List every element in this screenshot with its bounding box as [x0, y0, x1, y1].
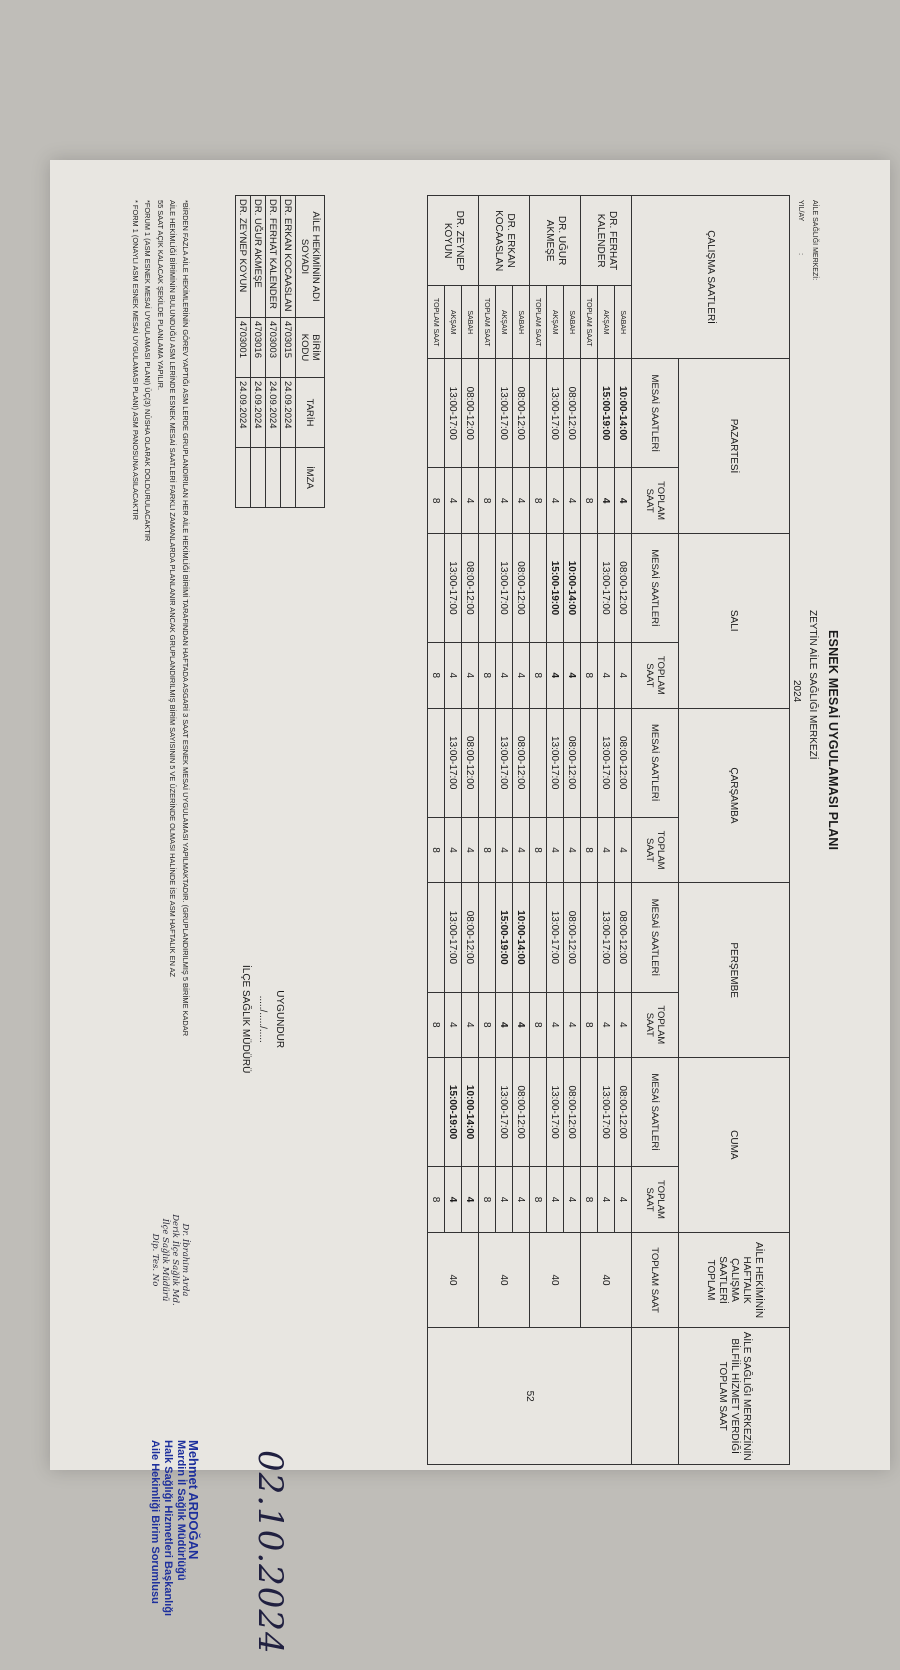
toplam-cell: 4	[547, 468, 564, 534]
year-month-colon: :	[797, 253, 804, 256]
mesai-cell: 10:00-14:00	[615, 359, 632, 468]
calisma-saatleri-header: ÇALIŞMA SAATLERİ	[632, 196, 790, 359]
doctor-name: DR. UĞUR AKMEŞE	[530, 196, 581, 286]
toplam-saat-header-3: TOPLAM SAAT	[632, 992, 679, 1058]
province-stamp-line2: Mardin İl Sağlık Müdürlüğü	[175, 1440, 187, 1581]
note-line: AİLE HEKİMLİĞİ BİRİMİNİN BULUNDUĞU ASM LERİNDE ESNEK MESAİ SAATLERİ FARKLI ZAMANLARDA PLANLANIR ANCAK GRUPLANDIRILMIŞ BİRİM SAYISININ 5 VE ÜZERİNDE OLMASI HALİNDE İSE ASM HAFTALIK EN AZ	[168, 200, 178, 978]
toplam-cell: 4	[462, 817, 479, 883]
mesai-cell: 13:00-17:00	[496, 708, 513, 817]
day-total-cell: 8	[581, 643, 598, 709]
signature-row	[266, 196, 281, 508]
day-total-cell: 8	[530, 992, 547, 1058]
asm-label-text: AİLE SAĞLIĞI MERKEZİ:	[811, 200, 818, 281]
toplam-cell: 4	[615, 468, 632, 534]
signature-table	[235, 195, 325, 508]
signature-row	[251, 196, 266, 508]
mesai-cell: 13:00-17:00	[496, 359, 513, 468]
total-label: TOPLAM SAAT	[530, 286, 547, 359]
toplam-cell: 4	[547, 817, 564, 883]
doctor-weekly-total: 40	[581, 1232, 632, 1328]
signature-unit-code: 4703001	[236, 318, 251, 378]
period-label: SABAH	[615, 286, 632, 359]
total-empty-cell	[479, 708, 496, 817]
mesai-cell: 08:00-12:00	[615, 883, 632, 992]
doctor-name: DR. FERHAT KALENDER	[581, 196, 632, 286]
document-title: ESNEK MESAİ UYGULAMASI PLANI	[826, 630, 840, 851]
schedule-row	[513, 196, 530, 1465]
total-empty-cell	[581, 533, 598, 642]
period-label: AKŞAM	[445, 286, 462, 359]
note-line: 55 SAAT AÇIK KALACAK ŞEKİLDE PLANLAMA YAPILIR.	[156, 200, 165, 391]
toplam-cell: 4	[547, 643, 564, 709]
toplam-cell: 4	[496, 468, 513, 534]
mesai-saatleri-header-4: MESAİ SAATLERİ	[632, 1058, 679, 1167]
total-empty-cell	[479, 533, 496, 642]
day-total-cell: 8	[479, 468, 496, 534]
province-stamp-line1: Mehmet ARDOĞAN	[186, 1440, 201, 1560]
total-label: TOPLAM SAAT	[428, 286, 445, 359]
approval-date-placeholder: ...../...../.....	[257, 995, 268, 1043]
signature-unit-code: 4703003	[266, 318, 281, 378]
mesai-cell: 13:00-17:00	[598, 1058, 615, 1167]
doctor-weekly-total: 40	[479, 1232, 530, 1328]
toplam-saat-header-2: TOPLAM SAAT	[632, 817, 679, 883]
mesai-cell: 13:00-17:00	[445, 533, 462, 642]
signature-cell	[266, 448, 281, 508]
district-stamp-line3: İlçe Sağlık Müdürü	[160, 1218, 170, 1302]
total-label: TOPLAM SAAT	[479, 286, 496, 359]
plan-year: 2024	[791, 680, 802, 703]
toplam-cell: 4	[462, 468, 479, 534]
toplam-saat-header-4: TOPLAM SAAT	[632, 1167, 679, 1233]
day-total-cell: 8	[530, 468, 547, 534]
mesai-cell: 13:00-17:00	[445, 359, 462, 468]
toplam-cell: 4	[615, 1167, 632, 1233]
mesai-cell: 13:00-17:00	[547, 1058, 564, 1167]
signature-date: 24.09.2024	[281, 378, 296, 448]
approval-uygundur: UYGUNDUR	[274, 990, 285, 1049]
toplam-cell: 4	[547, 1167, 564, 1233]
mesai-cell: 13:00-17:00	[547, 708, 564, 817]
signature-header-1: BİRİM KODU	[296, 318, 325, 378]
total-empty-cell	[530, 708, 547, 817]
signature-header-3: İMZA	[296, 448, 325, 508]
mesai-cell: 08:00-12:00	[564, 1058, 581, 1167]
asm-total-subheader	[632, 1328, 679, 1465]
mesai-cell: 08:00-12:00	[615, 1058, 632, 1167]
toplam-cell: 4	[513, 817, 530, 883]
total-empty-cell	[581, 1058, 598, 1167]
total-empty-cell	[479, 883, 496, 992]
mesai-cell: 13:00-17:00	[598, 883, 615, 992]
mesai-cell: 08:00-12:00	[462, 883, 479, 992]
toplam-cell: 4	[598, 468, 615, 534]
mesai-cell: 08:00-12:00	[513, 359, 530, 468]
mesai-cell: 13:00-17:00	[547, 883, 564, 992]
year-month-label	[797, 200, 804, 255]
mesai-cell: 08:00-12:00	[513, 708, 530, 817]
day-total-cell: 8	[581, 468, 598, 534]
doctor-weekly-total: 40	[428, 1232, 479, 1328]
toplam-cell: 4	[564, 1167, 581, 1233]
signature-doctor-name: DR. FERHAT KALENDER	[266, 196, 281, 318]
day-header-1: SALI	[679, 533, 790, 708]
day-header-0: PAZARTESİ	[679, 359, 790, 534]
toplam-cell: 4	[564, 992, 581, 1058]
mesai-cell: 10:00-14:00	[564, 533, 581, 642]
toplam-cell: 4	[598, 1167, 615, 1233]
signature-cell	[236, 448, 251, 508]
toplam-cell: 4	[513, 643, 530, 709]
day-total-cell: 8	[428, 468, 445, 534]
toplam-cell: 4	[564, 468, 581, 534]
province-stamp	[148, 1440, 200, 1670]
district-stamp-line2: Derik İlçe Sağlık Md.	[170, 1214, 180, 1306]
mesai-cell: 13:00-17:00	[445, 708, 462, 817]
district-stamp	[150, 1190, 190, 1330]
signature-unit-code: 4703016	[251, 318, 266, 378]
mesai-cell: 10:00-14:00	[462, 1058, 479, 1167]
weekly-total-subheader: TOPLAM SAAT	[632, 1232, 679, 1328]
doctor-name: DR. ERKAN KOCAASLAN	[479, 196, 530, 286]
note-line: * FORM 1 (ONAYLI ASM ESNEK MESAİ UYGULAMASI PLANI) ASM PANOSUNA ASILACAKTIR	[131, 200, 140, 521]
day-header-2: ÇARŞAMBA	[679, 708, 790, 883]
day-total-cell: 8	[428, 992, 445, 1058]
total-empty-cell	[428, 1058, 445, 1167]
total-empty-cell	[479, 359, 496, 468]
mesai-cell: 15:00-19:00	[496, 883, 513, 992]
signature-date: 24.09.2024	[236, 378, 251, 448]
signature-cell	[281, 448, 296, 508]
toplam-cell: 4	[513, 1167, 530, 1233]
total-empty-cell	[581, 359, 598, 468]
period-label: SABAH	[513, 286, 530, 359]
mesai-cell: 08:00-12:00	[462, 359, 479, 468]
year-month-label-text: YIL/AY	[797, 200, 804, 222]
approval-block	[234, 965, 285, 1073]
toplam-cell: 4	[445, 1167, 462, 1233]
toplam-saat-header-1: TOPLAM SAAT	[632, 643, 679, 709]
toplam-cell: 4	[564, 643, 581, 709]
mesai-cell: 15:00-19:00	[547, 533, 564, 642]
province-stamp-line3: Halk Sağlığı Hizmetleri Başkanlığı	[162, 1440, 174, 1617]
total-empty-cell	[428, 359, 445, 468]
signature-date: 24.09.2024	[251, 378, 266, 448]
asm-total-value: 52	[428, 1328, 632, 1465]
day-header-3: PERŞEMBE	[679, 883, 790, 1058]
day-total-cell: 8	[530, 817, 547, 883]
total-empty-cell	[581, 883, 598, 992]
toplam-cell: 4	[513, 468, 530, 534]
weekly-total-header: AİLE HEKİMİNİN HAFTALIK ÇALIŞMA SAATLERİ TOPLAM	[679, 1232, 790, 1328]
mesai-cell: 13:00-17:00	[445, 883, 462, 992]
day-total-cell: 8	[530, 1167, 547, 1233]
mesai-cell: 08:00-12:00	[564, 359, 581, 468]
mesai-cell: 08:00-12:00	[615, 533, 632, 642]
period-label: AKŞAM	[598, 286, 615, 359]
asm-total-header: AİLE SAĞLIĞI MERKEZİNİN BİLFİİL HİZMET VERDİĞİ TOPLAM SAAT	[679, 1328, 790, 1465]
mesai-cell: 13:00-17:00	[496, 1058, 513, 1167]
toplam-cell: 4	[564, 817, 581, 883]
toplam-cell: 4	[496, 992, 513, 1058]
signature-unit-code: 4703015	[281, 318, 296, 378]
total-empty-cell	[530, 533, 547, 642]
mesai-saatleri-header-1: MESAİ SAATLERİ	[632, 533, 679, 642]
period-label: AKŞAM	[547, 286, 564, 359]
toplam-saat-header-0: TOPLAM SAAT	[632, 468, 679, 534]
toplam-cell: 4	[462, 992, 479, 1058]
mesai-cell: 15:00-19:00	[445, 1058, 462, 1167]
doctor-name: DR. ZEYNEP KOYUN	[428, 196, 479, 286]
total-empty-cell	[530, 883, 547, 992]
day-total-cell: 8	[428, 1167, 445, 1233]
toplam-cell: 4	[445, 992, 462, 1058]
day-total-cell: 8	[479, 643, 496, 709]
mesai-cell: 13:00-17:00	[547, 359, 564, 468]
mesai-saatleri-header-3: MESAİ SAATLERİ	[632, 883, 679, 992]
day-header-4: CUMA	[679, 1058, 790, 1233]
mesai-cell: 15:00-19:00	[598, 359, 615, 468]
total-empty-cell	[428, 708, 445, 817]
toplam-cell: 4	[547, 992, 564, 1058]
day-total-cell: 8	[479, 1167, 496, 1233]
mesai-cell: 08:00-12:00	[513, 533, 530, 642]
signature-cell	[251, 448, 266, 508]
mesai-cell: 13:00-17:00	[598, 708, 615, 817]
province-stamp-line4: Aile Hekimliği Birim Sorumlusu	[149, 1440, 161, 1604]
schedule-row	[462, 196, 479, 1465]
toplam-cell: 4	[496, 817, 513, 883]
day-total-cell: 8	[479, 992, 496, 1058]
signature-row	[281, 196, 296, 508]
schedule-table	[427, 195, 790, 1465]
district-stamp-line4: Dip. Tes. No	[150, 1233, 160, 1287]
day-total-cell: 8	[581, 817, 598, 883]
total-empty-cell	[479, 1058, 496, 1167]
asm-label	[811, 200, 818, 280]
signature-header-0: AİLE HEKİMİNİN ADI SOYADI	[296, 196, 325, 318]
day-total-cell: 8	[581, 1167, 598, 1233]
health-center-name: ZEYTİN AİLE SAĞLIĞI MERKEZİ	[807, 610, 818, 760]
toplam-cell: 4	[598, 992, 615, 1058]
signature-doctor-name: DR. ERKAN KOCAASLAN	[281, 196, 296, 318]
signature-header-2: TARİH	[296, 378, 325, 448]
doctor-weekly-total: 40	[530, 1232, 581, 1328]
toplam-cell: 4	[496, 643, 513, 709]
mesai-cell: 08:00-12:00	[615, 708, 632, 817]
day-total-cell: 8	[479, 817, 496, 883]
total-empty-cell	[428, 883, 445, 992]
toplam-cell: 4	[615, 643, 632, 709]
district-stamp-line1: Dr. İbrahim Arda	[180, 1223, 190, 1297]
toplam-cell: 4	[445, 468, 462, 534]
period-label: SABAH	[564, 286, 581, 359]
toplam-cell: 4	[445, 643, 462, 709]
handwritten-date: 02.10.2024	[250, 1450, 290, 1655]
toplam-cell: 4	[462, 1167, 479, 1233]
schedule-row	[615, 196, 632, 1465]
toplam-cell: 4	[496, 1167, 513, 1233]
total-empty-cell	[581, 708, 598, 817]
mesai-cell: 08:00-12:00	[564, 883, 581, 992]
rotated-document	[50, 160, 890, 1655]
total-label: TOPLAM SAAT	[581, 286, 598, 359]
mesai-cell: 08:00-12:00	[564, 708, 581, 817]
mesai-cell: 08:00-12:00	[513, 1058, 530, 1167]
document-paper	[50, 160, 890, 1655]
mesai-cell: 08:00-12:00	[462, 533, 479, 642]
day-total-cell: 8	[428, 817, 445, 883]
day-total-cell: 8	[428, 643, 445, 709]
toplam-cell: 4	[445, 817, 462, 883]
period-label: AKŞAM	[496, 286, 513, 359]
mesai-cell: 13:00-17:00	[496, 533, 513, 642]
period-label: SABAH	[462, 286, 479, 359]
signature-row	[236, 196, 251, 508]
toplam-cell: 4	[462, 643, 479, 709]
signature-doctor-name: DR. UĞUR AKMEŞE	[251, 196, 266, 318]
total-empty-cell	[530, 1058, 547, 1167]
mesai-cell: 10:00-14:00	[513, 883, 530, 992]
signature-doctor-name: DR. ZEYNEP KOYUN	[236, 196, 251, 318]
schedule-row	[564, 196, 581, 1465]
approval-authority: İLÇE SAĞLIK MÜDÜRÜ	[240, 965, 251, 1074]
toplam-cell: 4	[615, 992, 632, 1058]
mesai-cell: 13:00-17:00	[598, 533, 615, 642]
signature-date: 24.09.2024	[266, 378, 281, 448]
day-total-cell: 8	[581, 992, 598, 1058]
day-total-cell: 8	[530, 643, 547, 709]
note-line: *FORUM 1 (ASM ESNEK MESAİ UYGULAMASI PLANI) ÜÇ(3) NÜSHA OLARAK DOLDURULACAKTIR	[143, 200, 153, 542]
toplam-cell: 4	[598, 643, 615, 709]
mesai-saatleri-header-2: MESAİ SAATLERİ	[632, 708, 679, 817]
toplam-cell: 4	[513, 992, 530, 1058]
total-empty-cell	[428, 533, 445, 642]
mesai-saatleri-header-0: MESAİ SAATLERİ	[632, 359, 679, 468]
toplam-cell: 4	[598, 817, 615, 883]
mesai-cell: 08:00-12:00	[462, 708, 479, 817]
toplam-cell: 4	[615, 817, 632, 883]
note-line: *BİRDEN FAZLA AİLE HEKİMLERİNİN GÖREV YAPTIĞI ASM LERDE GRUPLANDIRILAN HER AİLE HEKİMLİĞİ BİRİMİ TARAFINDAN HAFTADA ASGARİ 3 SAAT ESNEK MESAİ UYGULAMASI YAPILMAKTADIR. (GRUPLANDIRILMIŞ 5 BİRİME KADAR	[181, 200, 190, 1037]
total-empty-cell	[530, 359, 547, 468]
